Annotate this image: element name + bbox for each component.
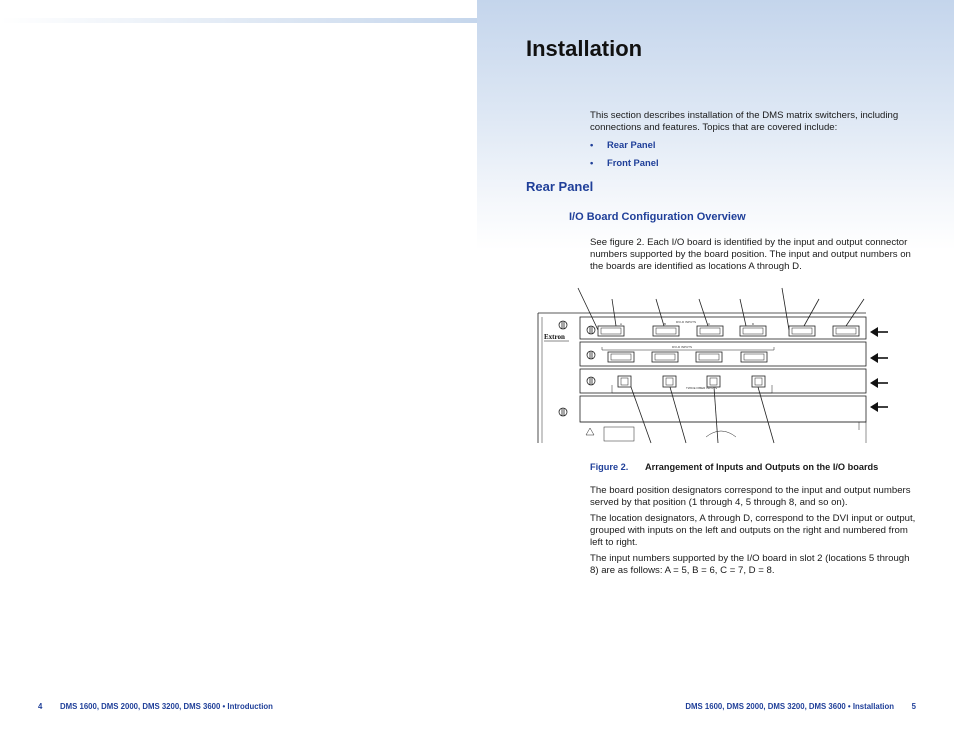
figure-caption <box>590 462 878 472</box>
topic-link-front-panel[interactable]: • Front Panel <box>590 157 659 168</box>
board-label: DVI-D INPUTS <box>672 345 693 349</box>
location-letter: A <box>620 322 623 326</box>
left-page-top-rule <box>0 18 477 23</box>
subsection-heading: I/O Board Configuration Overview <box>569 211 746 223</box>
board-label: TWICE FIBER INPUTS <box>686 386 718 390</box>
bullet-icon: • <box>590 157 594 168</box>
extron-logo: Extron <box>544 333 565 341</box>
subsection-intro: See figure 2. Each I/O board is identified by the input and output connector numbers supported by the board position. The input and output numbers on the boards are identified as locations A through D. <box>590 237 911 273</box>
location-letter: C <box>708 322 711 326</box>
location-letter: D <box>752 322 755 326</box>
left-footer-text: DMS 1600, DMS 2000, DMS 3200, DMS 3600 • Introduction <box>60 702 273 711</box>
body-paragraph: The location designators, A through D, correspond to the DVI input or output, grouped with inputs on the left and outputs on the right and numbered from left to right. <box>590 513 916 549</box>
figure-number: Figure 2. <box>590 462 629 472</box>
topic-list <box>590 139 659 175</box>
bullet-icon: • <box>590 139 594 150</box>
left-page-footer <box>38 702 273 711</box>
board-label: DVI-D INPUTS <box>676 320 697 324</box>
page-title: Installation <box>526 36 643 61</box>
left-page-number: 4 <box>38 702 43 711</box>
right-page-number: 5 <box>911 702 916 711</box>
intro-paragraph: This section describes installation of the DMS matrix switchers, including connections and features. Topics that are covered include: <box>590 110 899 134</box>
right-page-footer <box>685 702 916 711</box>
section-heading: Rear Panel <box>526 179 594 194</box>
topic-link-rear-panel[interactable]: • Rear Panel <box>590 139 656 150</box>
rear-panel-figure <box>536 285 892 445</box>
figure-caption-text: Arrangement of Inputs and Outputs on the I/O boards <box>645 462 879 472</box>
location-letter: B <box>664 322 667 326</box>
body-paragraph: The board position designators correspond to the input and output numbers served by that position (1 through 4, 5 through 8, and so on). <box>590 485 911 509</box>
body-paragraph: The input numbers supported by the I/O board in slot 2 (locations 5 through 8) are as follows: A = 5, B = 6, C = 7, D = 8. <box>590 553 910 577</box>
right-footer-text: DMS 1600, DMS 2000, DMS 3200, DMS 3600 • Installation <box>685 702 894 711</box>
